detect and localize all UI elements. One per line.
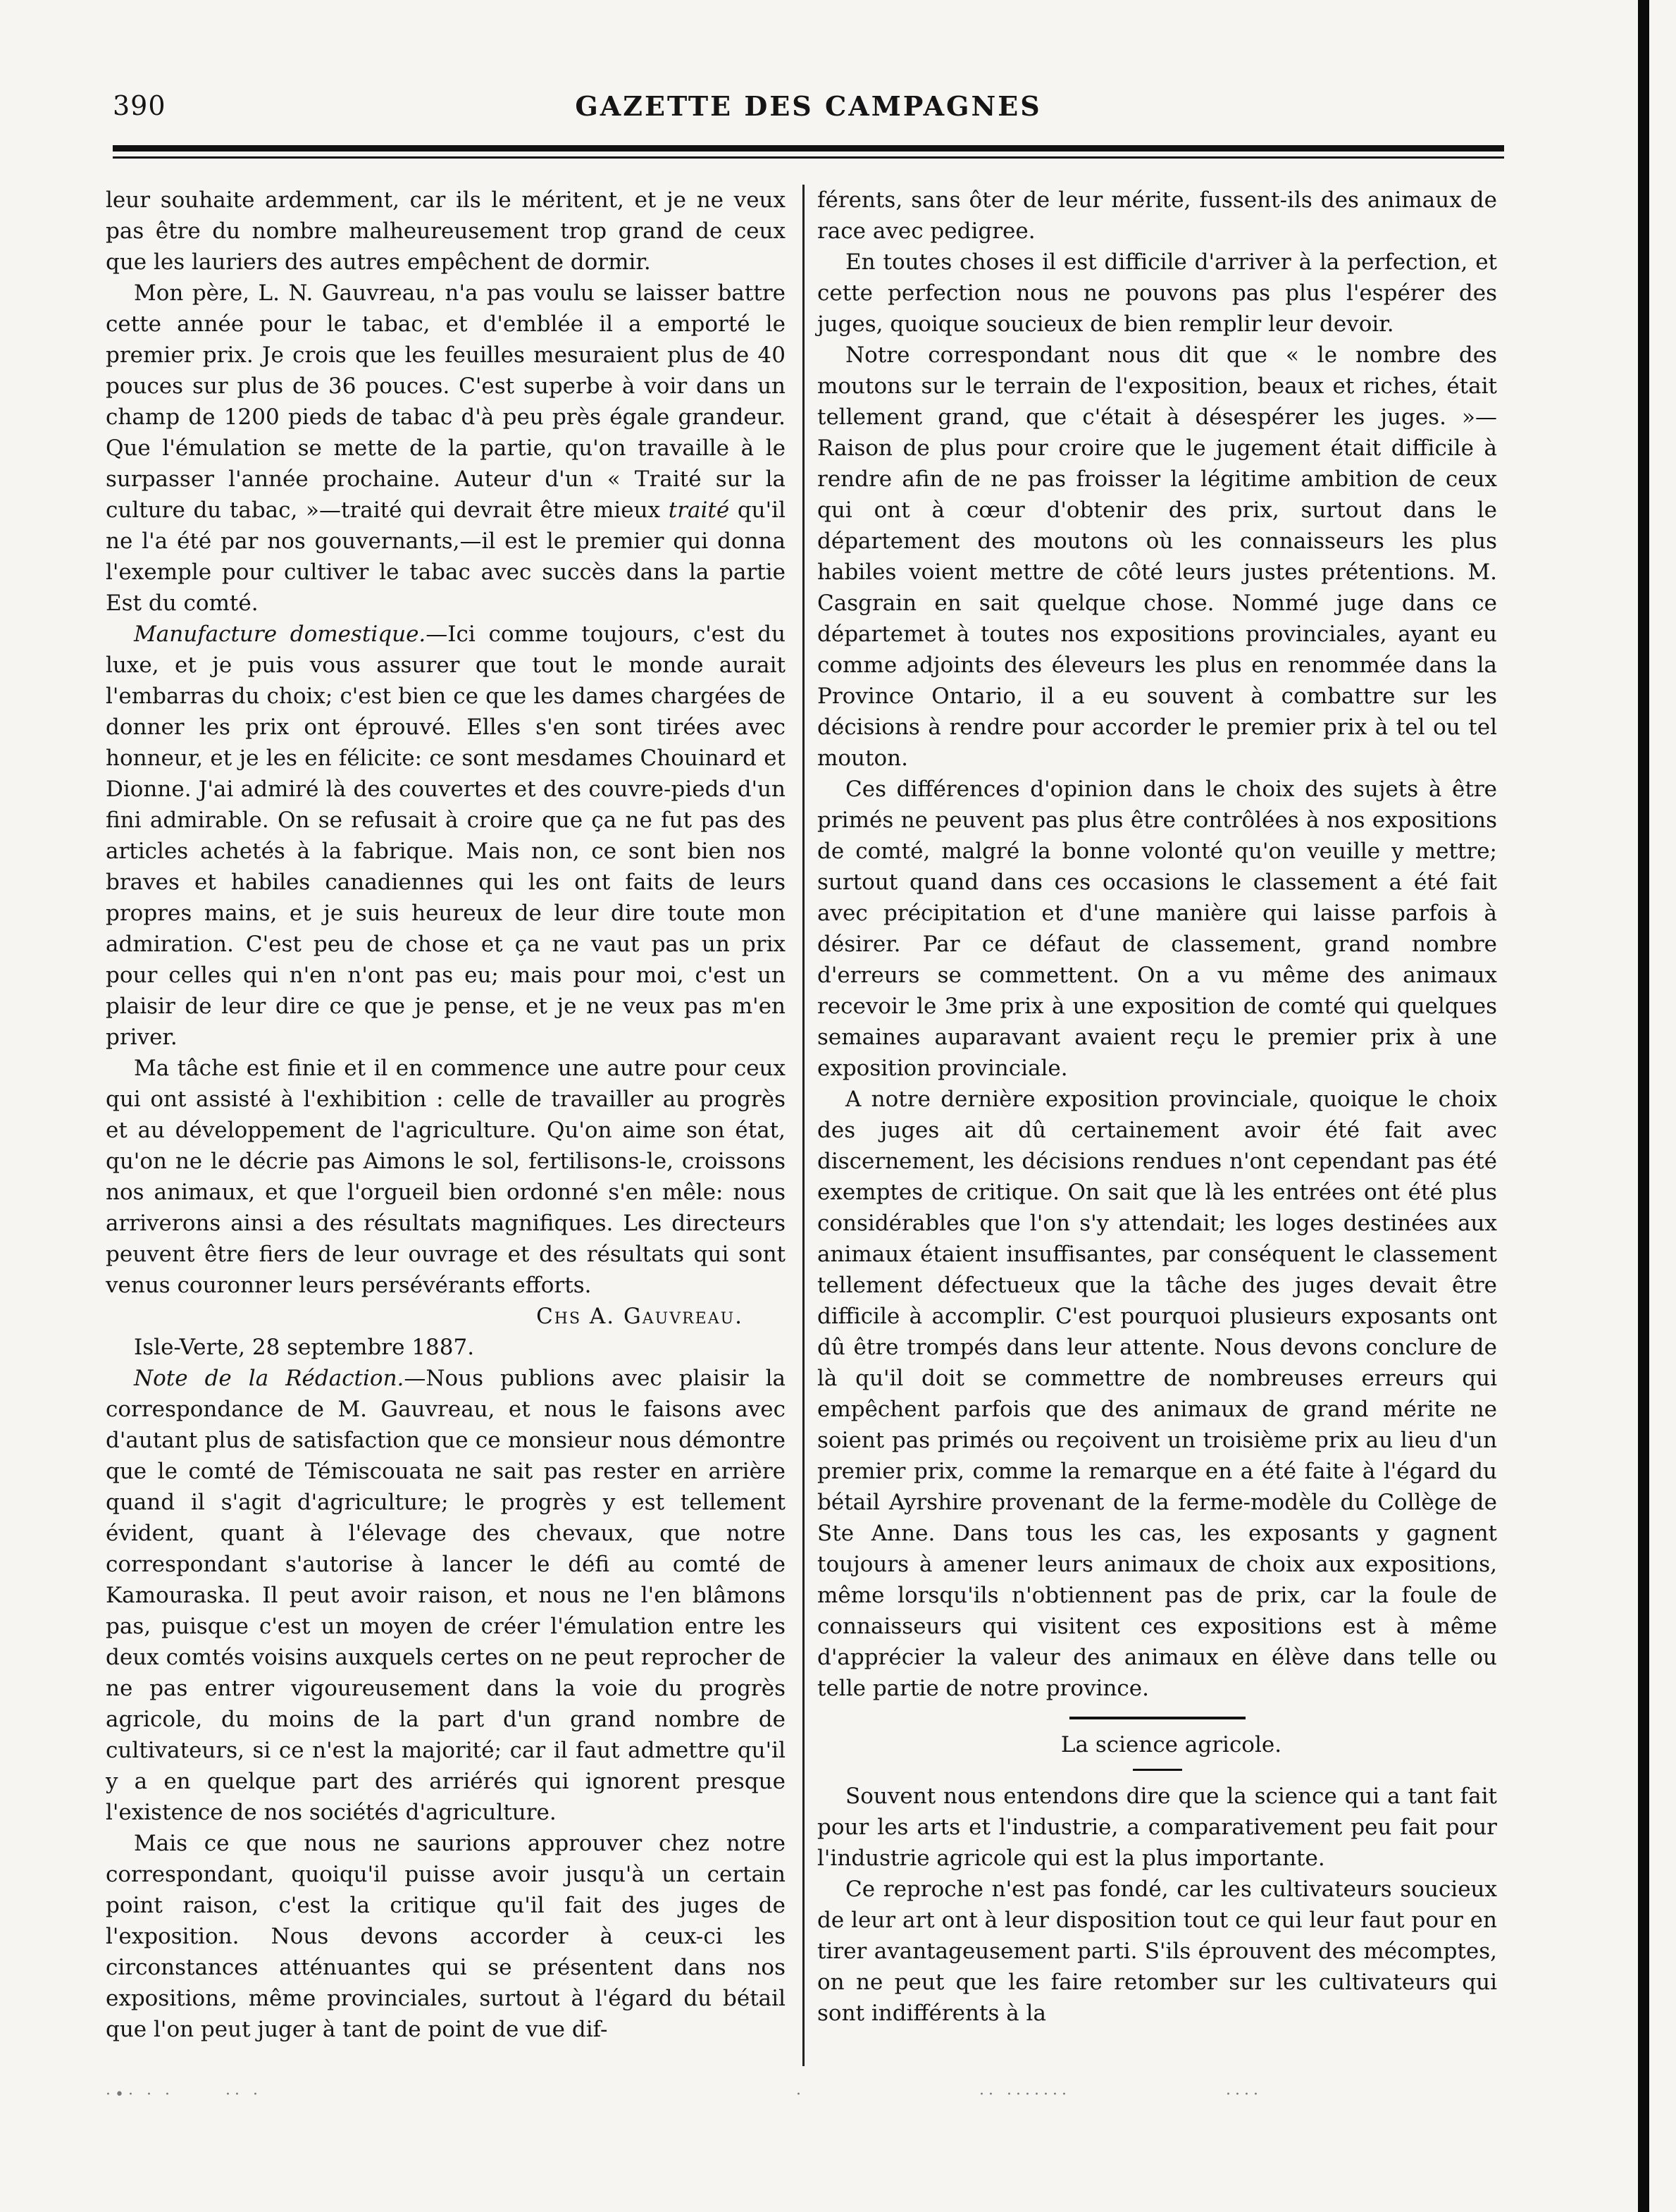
left-paragraph-1: leur souhaite ardemment, car ils le méritent, et je ne veux pas être du nombre malheureusement trop grand de ceux que les lauriers des autres empêchent de dormir.	[106, 187, 786, 275]
right-paragraph-7: Ce reproche n'est pas fondé, car les cultivateurs soucieux de leur art ont à leur disposition tout ce qui leur faut pour en tirer avantageusement parti. S'ils éprouvent des mécomptes, on ne peut que les faire retomber sur les cultivateurs qui sont indifférents à la	[817, 1877, 1497, 2026]
section-rule	[1069, 1717, 1246, 1719]
left-paragraph-4: Ma tâche est finie et il en commence une autre pour ceux qui ont assisté à l'exhibition : celle de travailler au progrès et au développement de l'agriculture. Qu'on aime son état, qu'on ne le décrie pas Aimons le sol, fertilisons-le, croissons nos animaux, et que l'orgueil bien ordonné s'en mêle: nous arriverons ainsi a des résultats magnifiques. Les directeurs peuvent être fiers de leur ouvrage et des résultats qui sont venus couronner leurs persévérants efforts.	[106, 1056, 786, 1298]
header-rule-thick	[113, 145, 1504, 152]
scan-edge-shadow	[1638, 0, 1649, 2212]
left-paragraph-6: Mais ce que nous ne saurions approuver chez notre correspondant, quoiqu'il puisse avoir jusqu'à un certain point raison, c'est la critique qu'il fait des juges de l'exposition. Nous devons accorder à ceux-ci les circonstances atténuantes qui se présentent dans nos expositions, même provinciales, surtout à l'égard du bétail que l'on peut juger à tant de point de vue dif-	[106, 1831, 786, 2042]
section-title: La science agricole.	[1060, 1732, 1282, 1757]
author-signature: Chs A. Gauvreau.	[536, 1304, 743, 1329]
right-paragraph-5: A notre dernière exposition provinciale, quoique le choix des juges ait dû certainement avoir été fait avec discernement, les décisions rendues n'ont cependant pas été exemptes de critique. On sait que là les entrées ont été plus considérables que l'on s'y attendait; les loges destinées aux animaux étaient insuffisantes, par conséquent le classement tellement défectueux que la tâche des juges devait être difficile à accomplir. C'est pourquoi plusieurs exposants ont dû être trompés dans leur attente. Nous devons conclure de là qu'il doit se commettre de nombreuses erreurs qui empêchent parfois que des animaux de grand mérite ne soient pas primés ou reçoivent un troisième prix au lieu d'un premier prix, comme la remarque en a été faite à l'égard du bétail Ayrshire provenant de la ferme-modèle du Collège de Ste Anne. Dans tous les cas, les exposants y gagnent toujours à amener leurs animaux de choix aux expositions, même lorsqu'ils n'obtiennent pas de prix, car la foule de connaisseurs qui visitent ces expositions est à même d'apprécier la valeur des animaux en élève dans telle ou telle partie de notre province.	[817, 1087, 1497, 1701]
running-title: GAZETTE DES CAMPAGNES	[575, 90, 1042, 122]
right-paragraph-1: férents, sans ôter de leur mérite, fussent-ils des animaux de race avec pedigree.	[817, 187, 1497, 244]
left-column	[106, 185, 786, 2045]
right-paragraph-4: Ces différences d'opinion dans le choix des sujets à être primés ne peuvent pas plus être contrôlées à nos expositions de comté, malgré la bonne volonté qu'on veuille y mettre; surtout quand dans ces occasions le classement a été fait avec précipitation et d'une manière qui laisse parfois à désirer. Par ce défaut de classement, grand nombre d'erreurs se commettent. On a vu même des animaux recevoir le 3me prix à une exposition de comté qui quelques semaines auparavant avaient reçu le premier prix à une exposition provinciale.	[817, 777, 1497, 1081]
scan-noise: ·•· · · ·· · · ·· ······· ····	[106, 2086, 1262, 2103]
left-paragraph-3-text: —Ici comme toujours, c'est du luxe, et je puis vous assurer que tout le monde aurait l'embarras du choix; c'est bien ce que les dames chargées de donner les prix ont éprouvé. Elles s'en sont tirées avec honneur, et je les en félicite: ce sont mesdames Chouinard et Dionne. J'ai admiré là des couvertes et des couvre-pieds d'un fini admirable. On se refusait à croire que ça ne fut pas des articles achetés à la fabrique. Mais non, ce sont bien nos braves et habiles canadiennes qui les ont faits de leurs propres mains, et je suis heureux de leur dire toute mon admiration. C'est peu de chose et ça ne vaut pas un prix pour celles qui n'en n'ont pas eu; mais pour moi, c'est un plaisir de leur dire ce que je pense, et je ne veux pas m'en priver.	[106, 622, 786, 1050]
dateline: Isle-Verte, 28 septembre 1887.	[134, 1335, 475, 1360]
left-paragraph-3	[106, 619, 786, 1053]
header-rule-thin	[113, 156, 1504, 159]
left-paragraph-2	[106, 278, 786, 619]
left-paragraph-3-lead: Manufacture domestique.	[134, 622, 426, 647]
right-paragraph-6: Souvent nous entendons dire que la science qui a tant fait pour les arts et l'industrie, a comparativement peu fait pour l'industrie agricole qui est la plus importante.	[817, 1784, 1497, 1871]
left-paragraph-5	[106, 1363, 786, 1828]
right-paragraph-2: En toutes choses il est difficile d'arriver à la perfection, et cette perfection nous ne pouvons pas plus l'espérer des juges, quoique soucieux de bien remplir leur devoir.	[817, 249, 1497, 337]
left-paragraph-5-text: —Nous publions avec plaisir la correspondance de M. Gauvreau, et nous le faisons avec d'autant plus de satisfaction que ce monsieur nous démontre que le comté de Témiscouata ne sait pas rester en arrière quand il s'agit d'agriculture; le progrès y est tellement évident, quant à l'élevage des chevaux, que notre correspondant s'autorise à lancer le défi au comté de Kamouraska. Il peut avoir raison, et nous ne l'en blâmons pas, puisque c'est un moyen de créer l'émulation entre les deux comtés voisins auxquels certes on ne peut reprocher de ne pas entrer vigoureusement dans la voie du progrès agricole, du moins de la part d'un grand nombre de cultivateurs, si ce n'est la majorité; car il faut admettre qu'il y a en quelque part des arriérés qui ignorent presque l'existence de nos sociétés d'agriculture.	[106, 1366, 786, 1825]
column-divider	[802, 185, 805, 2066]
page-header	[113, 85, 1504, 127]
left-paragraph-2-end: qu'il ne l'a été par nos gouvernants,—il est le premier qui donna l'exemple pour cultiver le tabac avec succès dans la partie Est du comté.	[106, 498, 786, 616]
right-column	[817, 185, 1497, 2029]
page-number: 390	[113, 90, 166, 121]
left-paragraph-5-lead: Note de la Rédaction.	[134, 1366, 404, 1391]
section-short-rule	[1133, 1769, 1182, 1771]
left-paragraph-2-text: Mon père, L. N. Gauvreau, n'a pas voulu se laisser battre cette année pour le tabac, et d'emblée il a emporté le premier prix. Je crois que les feuilles mesuraient plus de 40 pouces sur plus de 36 pouces. C'est superbe à voir dans un champ de 1200 pieds de tabac d'à peu près égale grandeur. Que l'émulation se mette de la partie, qu'on travaille à le surpasser l'année prochaine. Auteur d'un « Traité sur la culture du tabac, »—traité qui devrait être mieux	[106, 280, 786, 523]
right-paragraph-3: Notre correspondant nous dit que « le nombre des moutons sur le terrain de l'exposition, beaux et riches, était tellement grand, que c'était à désespérer les juges. »—Raison de plus pour croire que le jugement était difficile à rendre afin de ne pas froisser la légitime ambition de ceux qui ont à cœur d'obtenir des prix, surtout dans le département des moutons où les connaisseurs les plus habiles voient mettre de côté leurs justes prétentions. M. Casgrain en sait quelque chose. Nommé juge dans ce départemet à toutes nos expositions provinciales, ayant eu comme adjoints des éleveurs les plus en renommée dans la Province Ontario, il a eu souvent à combattre sur les décisions à rendre pour accorder le premier prix à tel ou tel mouton.	[817, 342, 1497, 771]
left-paragraph-2-italic: traité	[668, 498, 730, 523]
